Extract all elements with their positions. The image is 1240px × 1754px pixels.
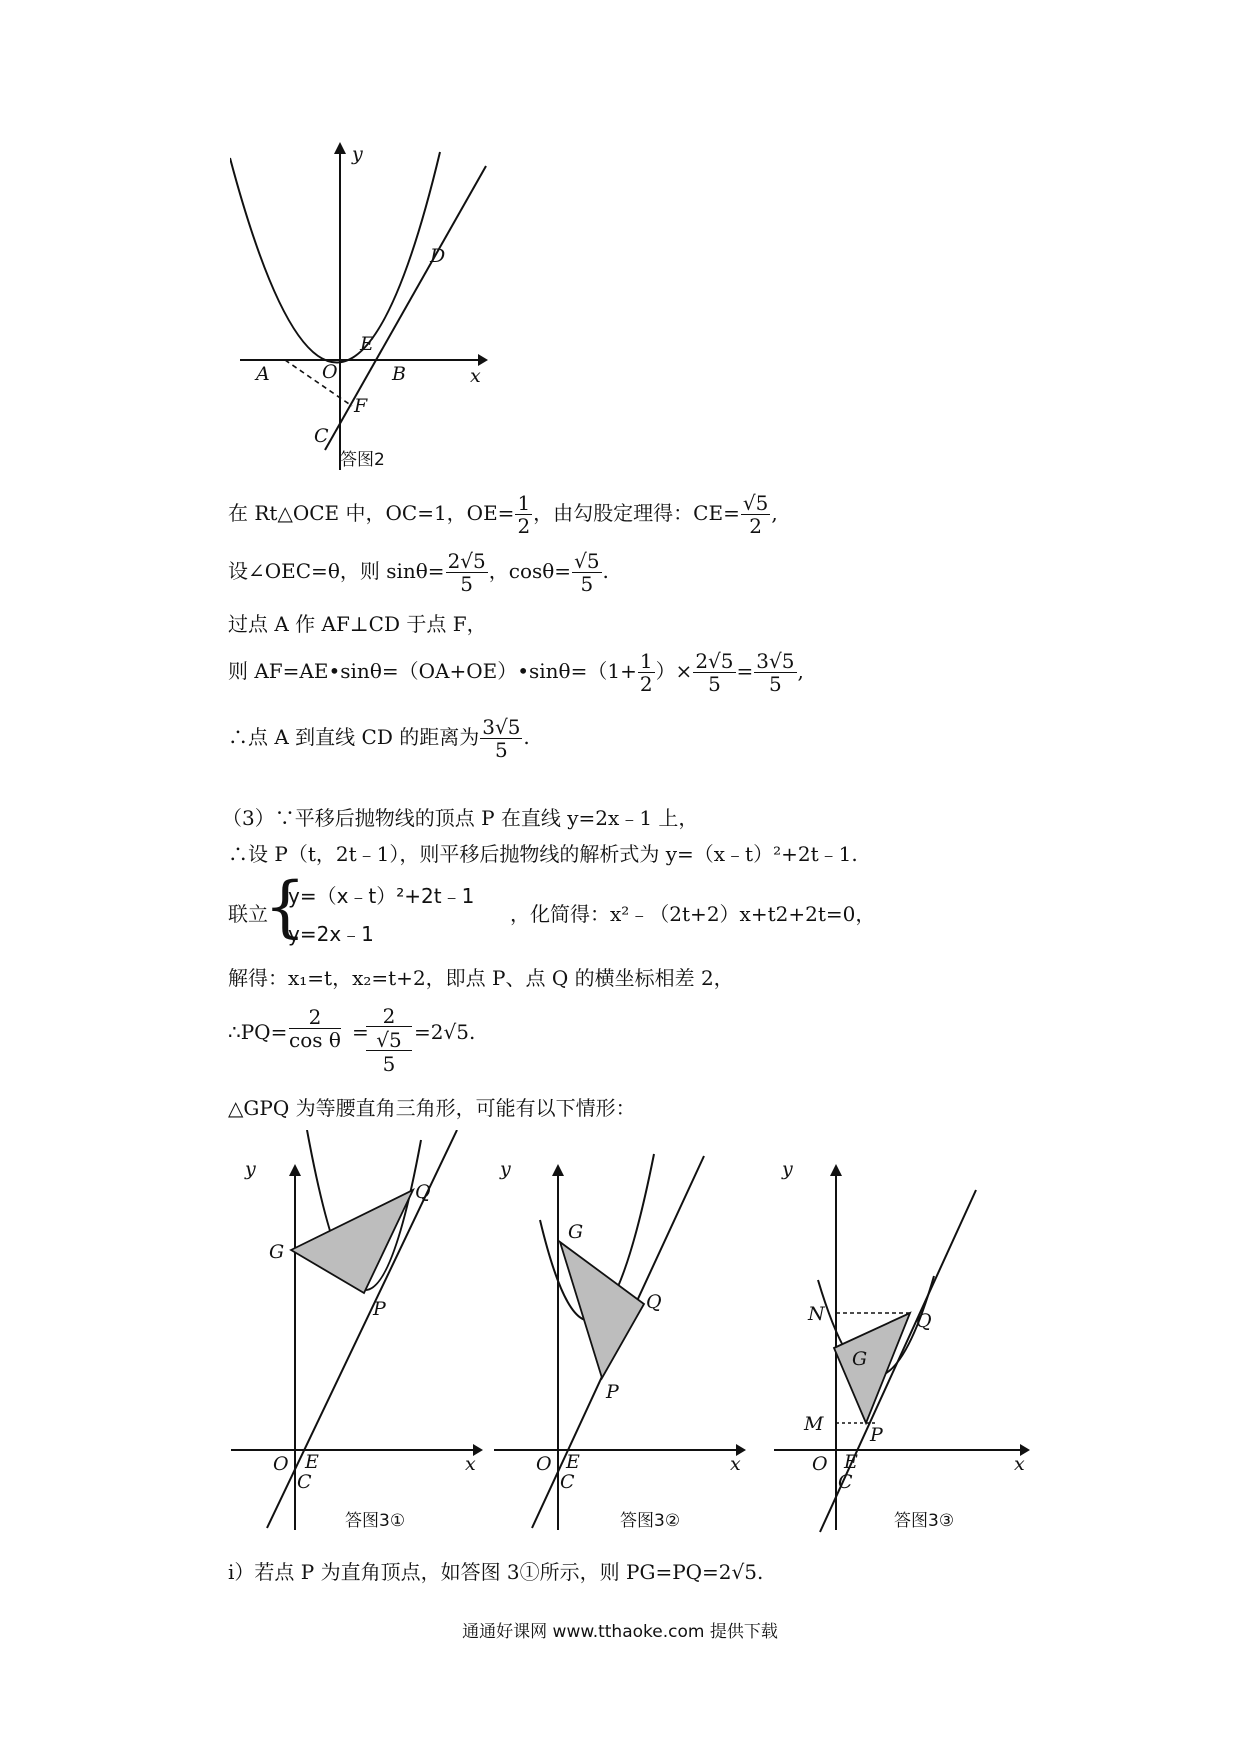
label-E: E <box>566 1451 580 1473</box>
text: ∴PQ= <box>228 1020 288 1044</box>
text: ∴点 A 到直线 CD 的距离为 <box>228 725 480 749</box>
figure-caption: 答图3② <box>620 1511 681 1531</box>
figure-3-1 <box>225 1130 485 1540</box>
fraction-den: 5 <box>580 572 594 596</box>
fraction <box>693 650 735 695</box>
label-M: M <box>804 1413 824 1435</box>
label-O: O <box>322 361 338 383</box>
text: ，由勾股定理得：CE= <box>533 501 740 525</box>
label-P: P <box>373 1298 386 1320</box>
text-line-11: △GPQ 为等腰直角三角形，可能有以下情形： <box>228 1096 636 1120</box>
axis-y-label: y <box>352 143 363 165</box>
text-line-6: （3）∵平移后抛物线的顶点 P 在直线 y=2x﹣1 上， <box>222 806 699 830</box>
fraction-num: √5 <box>742 491 769 515</box>
label-E: E <box>844 1451 858 1473</box>
fraction-den: 5 <box>460 572 474 596</box>
fraction-num: 3√5 <box>482 715 521 739</box>
fraction-num: 2√5 <box>695 649 734 673</box>
text: =2√5. <box>414 1020 476 1044</box>
label-Q: Q <box>916 1310 932 1332</box>
text-line-9: 解得：x₁=t，x₂=t+2，即点 P、点 Q 的横坐标相差 2， <box>228 966 734 990</box>
text-line-3: 过点 A 作 AF⊥CD 于点 F， <box>228 612 487 636</box>
equation-2: y=2x﹣1 <box>288 922 374 946</box>
text: 在 Rt△OCE 中，OC=1，OE= <box>228 501 515 525</box>
fraction-num: 2 <box>366 1006 412 1027</box>
fraction-num: 1 <box>639 649 653 673</box>
axis-y-label: y <box>500 1158 511 1180</box>
text: 则 AF=AE•sinθ=（OA+OE）•sinθ=（1+ <box>228 659 637 683</box>
text-line-4 <box>228 650 804 695</box>
fraction-num: √5 <box>574 549 600 573</box>
text-line-12: i）若点 P 为直角顶点，如答图 3①所示，则 PG=PQ=2√5. <box>228 1560 764 1584</box>
fraction <box>446 550 488 595</box>
fraction <box>754 650 796 695</box>
label-G: G <box>852 1348 868 1370</box>
text: ，化简得：x²﹣（2t+2）x+t2+2t=0， <box>510 902 876 926</box>
text: . <box>523 725 530 749</box>
text: , <box>771 501 778 525</box>
fraction-den: 2 <box>749 514 762 538</box>
label-G: G <box>568 1221 584 1243</box>
equation-1: y=（x﹣t）²+2t﹣1 <box>288 884 475 908</box>
fraction-den: cos θ <box>289 1028 341 1052</box>
fraction-den: 2 <box>639 672 653 696</box>
label-G: G <box>269 1241 285 1263</box>
label-F: F <box>354 395 368 417</box>
brace-icon: { <box>264 868 306 945</box>
fraction <box>480 716 522 761</box>
label-N: N <box>808 1303 825 1325</box>
text: , <box>797 659 804 683</box>
figure-2 <box>230 140 490 480</box>
fraction-num: 3√5 <box>756 649 795 673</box>
fraction-den-num: √5 <box>366 1030 412 1051</box>
text: 联立 <box>228 902 268 926</box>
label-C: C <box>838 1471 853 1493</box>
label-A: A <box>256 363 270 385</box>
text: ，cosθ= <box>488 559 572 583</box>
axis-x-label: x <box>470 365 481 387</box>
axis-y-label: y <box>782 1158 793 1180</box>
text-line-7: ∴设 P（t，2t﹣1），则平移后抛物线的解析式为 y=（x﹣t）²+2t﹣1. <box>228 842 858 866</box>
label-C: C <box>297 1471 312 1493</box>
label-Q: Q <box>646 1291 662 1313</box>
label-Q: Q <box>415 1181 431 1203</box>
axis-x-label: x <box>730 1453 741 1475</box>
fraction-den: 2 <box>517 514 531 538</box>
page-footer: 通通好课网 www.tthaoke.com 提供下载 <box>462 1622 778 1642</box>
axis-x-label: x <box>465 1453 476 1475</box>
figure-3-3 <box>770 1130 1040 1540</box>
text: = <box>352 1020 369 1044</box>
text: . <box>602 559 609 583</box>
label-C: C <box>560 1471 575 1493</box>
label-E: E <box>360 333 374 355</box>
figure-3-2 <box>490 1130 750 1540</box>
label-P: P <box>870 1424 883 1446</box>
axis-y-label: y <box>245 1158 256 1180</box>
figure-caption: 答图3① <box>345 1511 406 1531</box>
text: 设∠OEC=θ，则 sinθ= <box>228 559 445 583</box>
label-P: P <box>606 1381 619 1403</box>
text-line-2 <box>228 550 609 595</box>
figure-2-caption: 答图2 <box>340 450 385 470</box>
fraction <box>638 650 655 695</box>
text-line-5 <box>228 716 530 761</box>
label-D: D <box>430 245 446 267</box>
label-C: C <box>314 425 329 447</box>
label-O: O <box>812 1453 828 1475</box>
label-B: B <box>392 363 406 385</box>
axis-x-label: x <box>1014 1453 1025 1475</box>
compound-fraction <box>366 1006 412 1074</box>
fraction-den: 5 <box>494 738 508 762</box>
text-line-1 <box>228 492 778 537</box>
fraction <box>741 492 770 537</box>
fraction-num: 2 <box>289 1006 341 1029</box>
fraction <box>289 1006 341 1051</box>
fraction-den: 5 <box>769 672 782 696</box>
label-O: O <box>273 1453 289 1475</box>
label-O: O <box>536 1453 552 1475</box>
fraction-num: 2√5 <box>447 549 486 573</box>
fraction <box>572 550 601 595</box>
figure-caption: 答图3③ <box>894 1511 955 1531</box>
text: = <box>736 659 754 683</box>
fraction <box>515 492 532 537</box>
fraction-num: 1 <box>517 491 531 515</box>
fraction-den: 5 <box>708 672 721 696</box>
fraction-den-den: 5 <box>382 1052 396 1076</box>
label-E: E <box>305 1451 319 1473</box>
text: ）× <box>655 659 693 683</box>
